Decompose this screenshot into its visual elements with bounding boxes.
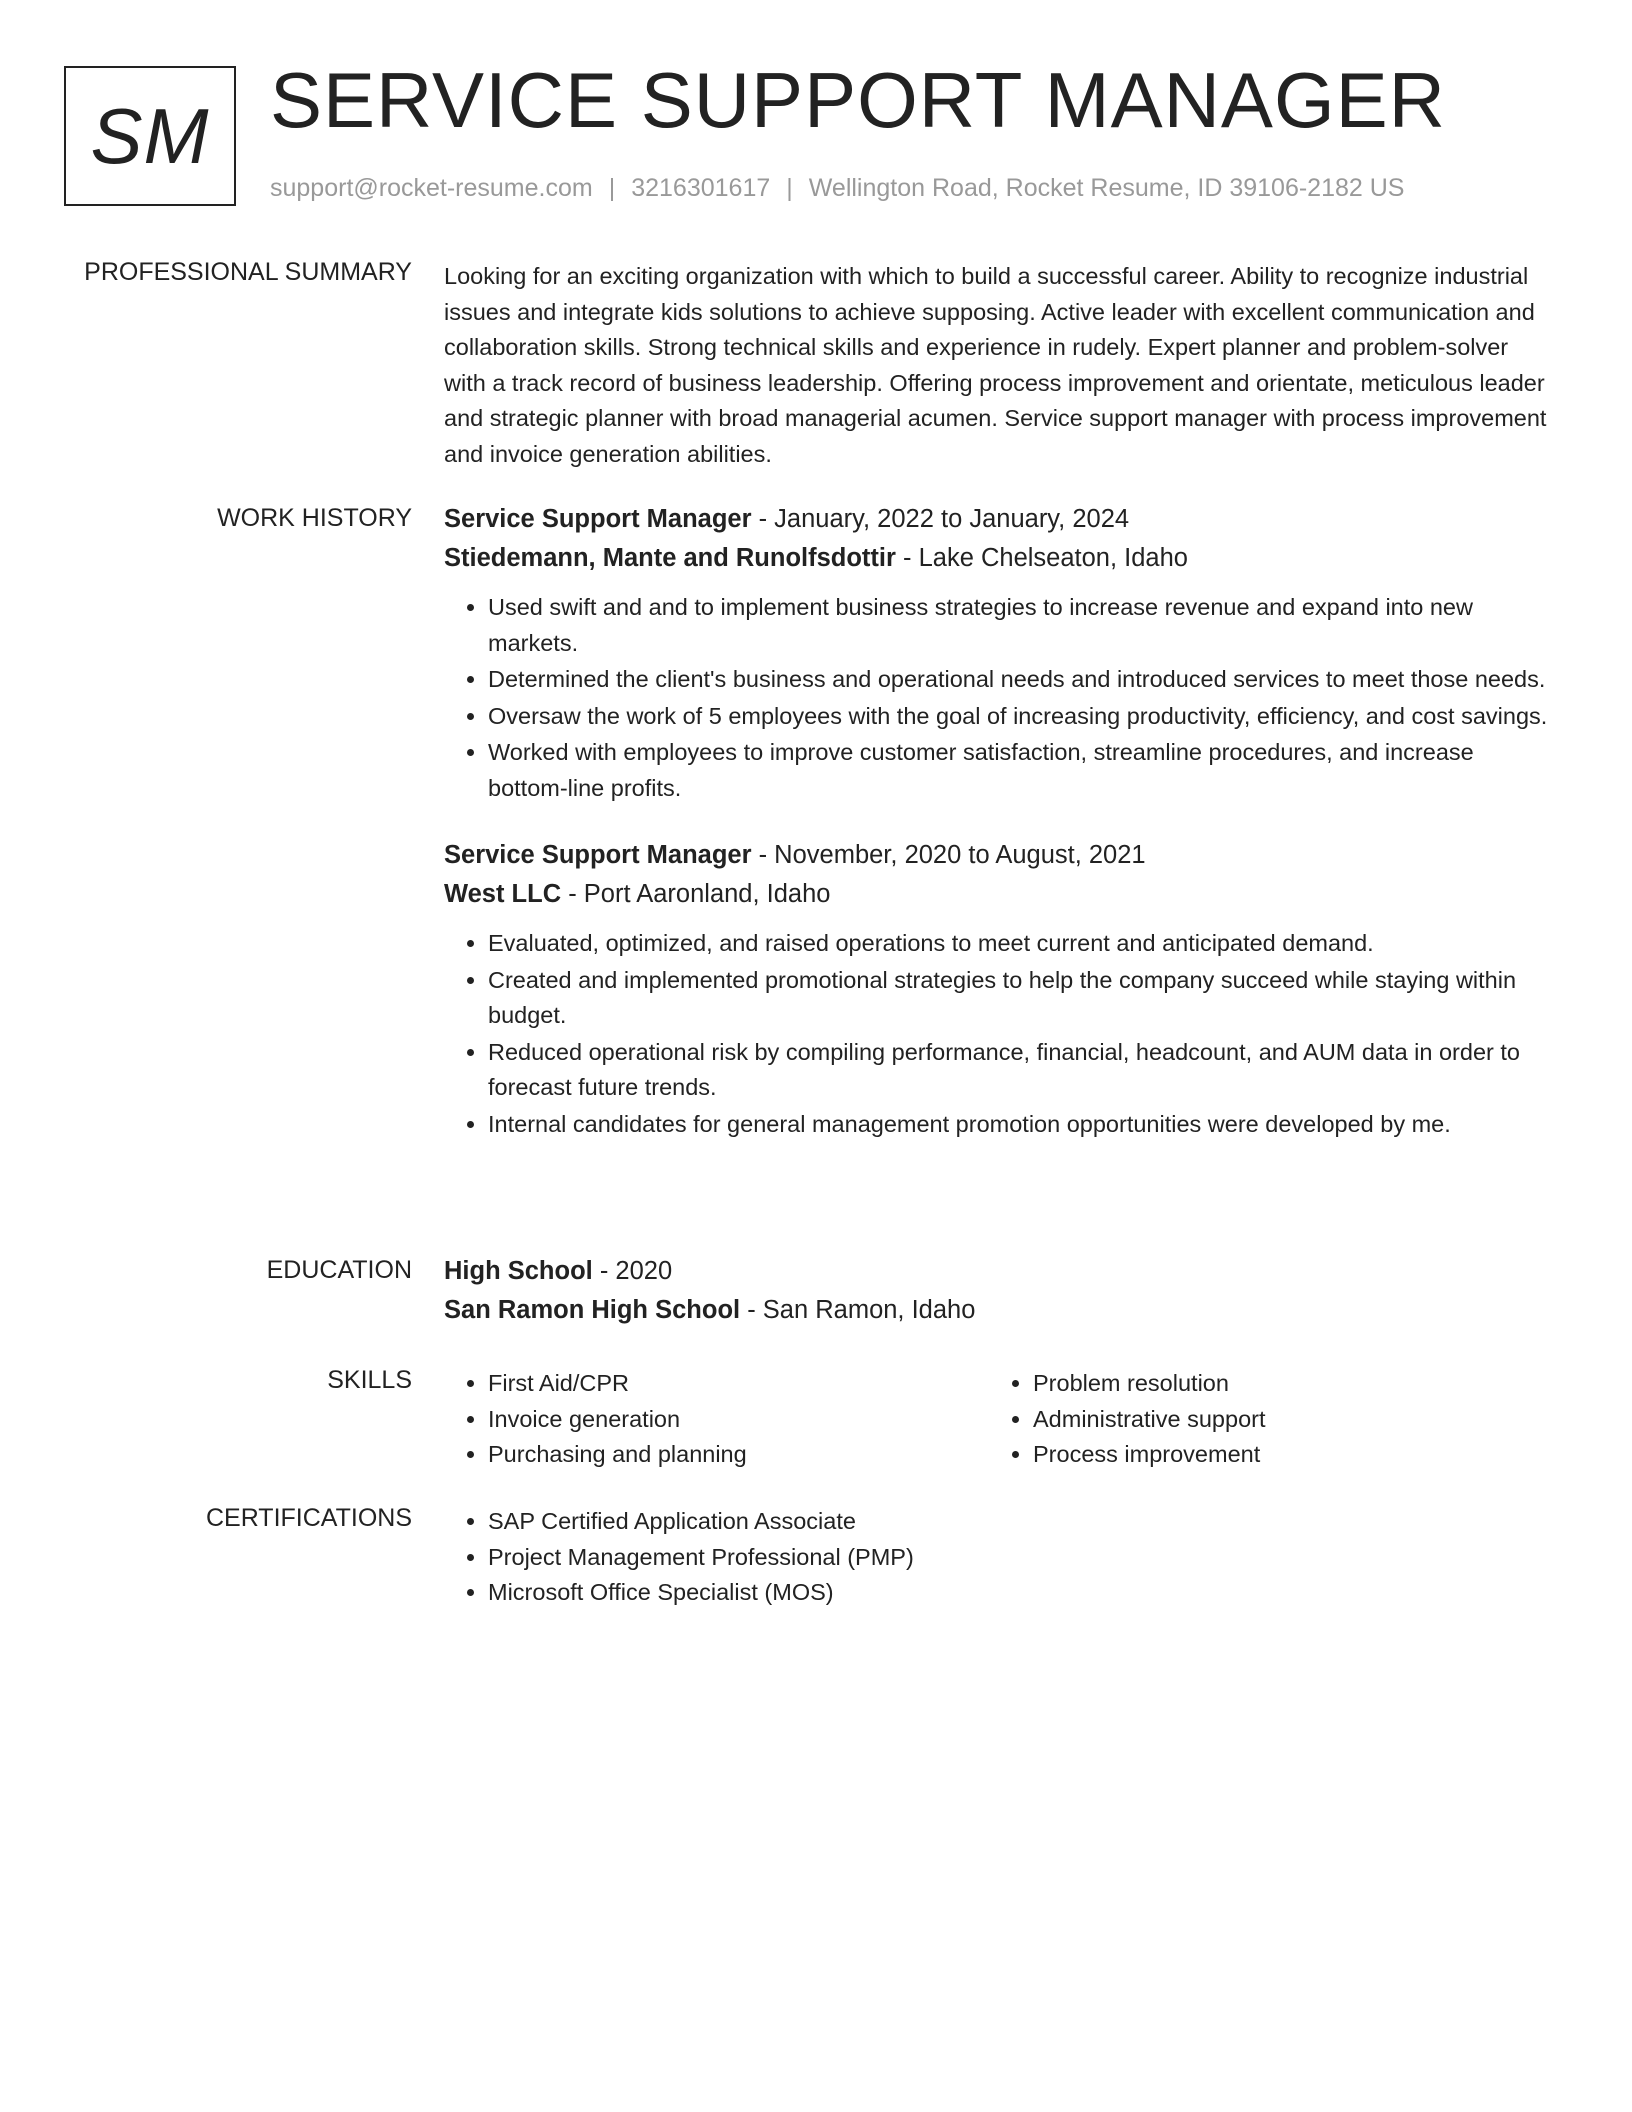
certification-item: • Project Management Professional (PMP) [488, 1540, 1556, 1576]
education-school: San Ramon High School [444, 1296, 741, 1324]
certifications-list [444, 1504, 1556, 1611]
job-location: - Lake Chelseaton, Idaho [895, 544, 1188, 572]
job-company-line [444, 539, 1556, 578]
skill-item: • Administrative support [1033, 1402, 1534, 1438]
education-location: - San Ramon, Idaho [740, 1296, 976, 1324]
resume-name: SERVICE SUPPORT MANAGER [270, 56, 1446, 144]
section-label-summary: PROFESSIONAL SUMMARY [84, 258, 412, 286]
skill-item: • Problem resolution [1033, 1366, 1534, 1402]
certification-item: • Microsoft Office Specialist (MOS) [488, 1575, 1556, 1611]
job-entry [444, 500, 1556, 806]
monogram-box [64, 66, 236, 206]
job-dates: - January, 2022 to January, 2024 [751, 505, 1130, 533]
job-bullet: • Evaluated, optimized, and raised operations to meet current and anticipated demand. [488, 926, 1556, 962]
summary-body [444, 259, 1556, 472]
contact-address: Wellington Road, Rocket Resume, ID 39106-2182 US [808, 174, 1405, 202]
education-school-line [444, 1291, 1556, 1330]
education-body [444, 1252, 1556, 1330]
monogram-initials: SM [90, 91, 210, 180]
job-bullet: • Worked with employees to improve customer satisfaction, streamline procedures, and increase bottom-line profits. [488, 735, 1556, 806]
certification-item: • SAP Certified Application Associate [488, 1504, 1556, 1540]
job-bullet: • Used swift and and to implement business strategies to increase revenue and expand into new markets. [488, 590, 1556, 661]
job-company: West LLC [444, 880, 562, 908]
job-title: Service Support Manager [444, 505, 752, 533]
job-bullet: • Reduced operational risk by compiling performance, financial, headcount, and AUM data in order to forecast future trends. [488, 1035, 1556, 1106]
skill-item: • First Aid/CPR [488, 1366, 989, 1402]
education-degree: High School [444, 1257, 593, 1285]
skills-list-right [989, 1366, 1534, 1473]
education-degree-line [444, 1252, 1556, 1291]
job-bullet: • Internal candidates for general management promotion opportunities were developed by me. [488, 1107, 1556, 1143]
work-history-body [444, 500, 1556, 1143]
job-title-line [444, 836, 1556, 875]
contact-email[interactable]: support@rocket-resume.com [270, 174, 593, 202]
job-title: Service Support Manager [444, 841, 752, 869]
section-label-work-history: WORK HISTORY [217, 504, 412, 532]
contact-separator: | [786, 174, 793, 202]
job-company-line [444, 875, 1556, 914]
section-label-skills: SKILLS [327, 1366, 412, 1394]
summary-text: Looking for an exciting organization with which to build a successful career. Ability to recognize industrial issues and integrate kids solutions to achieve supposing. Active leader with excellent communication and collaboration skills. Strong technical skills and experience in rudely. Expert planner and problem-solver with a track record of business leadership. Offering process improvement and orientate, meticulous leader and strategic planner with broad managerial acumen. Service support manager with process improvement and invoice generation abilities. [444, 263, 1547, 467]
job-entry [444, 836, 1556, 1142]
education-year: - 2020 [592, 1257, 673, 1285]
job-title-line [444, 500, 1556, 539]
section-label-certifications: CERTIFICATIONS [205, 1504, 412, 1532]
skill-item: • Invoice generation [488, 1402, 989, 1438]
contact-separator: | [608, 174, 616, 202]
job-company: Stiedemann, Mante and Runolfsdottir [444, 544, 896, 572]
job-bullet-list [444, 590, 1556, 806]
skills-columns [444, 1366, 1556, 1473]
skill-item: • Purchasing and planning [488, 1437, 989, 1473]
job-bullet-list [444, 926, 1556, 1142]
skills-list-left [444, 1366, 989, 1473]
section-label-education: EDUCATION [266, 1256, 412, 1284]
job-dates: - November, 2020 to August, 2021 [751, 841, 1146, 869]
job-bullet: • Determined the client's business and operational needs and introduced services to meet those needs. [488, 662, 1556, 698]
skills-body [444, 1366, 1556, 1473]
contact-phone[interactable]: 3216301617 [631, 174, 771, 202]
contact-line [270, 174, 1404, 203]
skill-item: • Process improvement [1033, 1437, 1534, 1473]
certifications-body [444, 1504, 1556, 1611]
job-bullet: • Oversaw the work of 5 employees with the goal of increasing productivity, efficiency, and cost savings. [488, 699, 1556, 735]
job-bullet: • Created and implemented promotional strategies to help the company succeed while staying within budget. [488, 963, 1556, 1034]
job-location: - Port Aaronland, Idaho [561, 880, 831, 908]
